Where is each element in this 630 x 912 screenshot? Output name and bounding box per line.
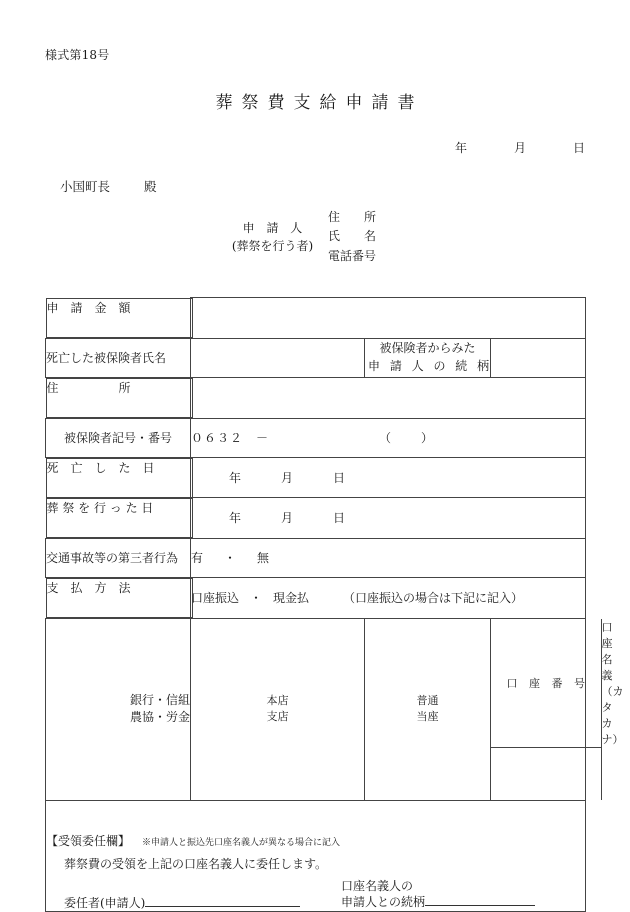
death-date-day-label: 日 [333,470,346,485]
bank-kind-line2: 農協・労金 [129,710,190,724]
account-detail-cell [491,618,624,800]
address-value[interactable] [191,377,586,418]
account-holder-relation-label: 申請人との続柄 [341,894,426,909]
bank-kind-line1: 銀行・信組 [129,692,190,707]
date-day-label: 日 [572,141,585,155]
address-label: 住 所 [46,378,193,418]
form-number: 様式第18号 [45,48,110,62]
table-row-deceased [46,338,586,377]
delegation-note: ※申請人と振込先口座名義人が異なる場合に記入 [142,837,341,848]
death-date-month-label: 月 [281,470,294,485]
relationship-value[interactable] [491,338,586,377]
applicant-role-main: 申 請 人 [242,221,307,236]
amount-value[interactable] [191,298,586,339]
deceased-name-label: 死亡した被保険者氏名 [46,338,191,377]
bank-branch-label [191,618,365,800]
account-value-row [491,747,601,800]
bank-branch-line1: 本店 [266,694,289,708]
relationship-label [365,338,491,377]
delegator-field [64,894,300,911]
death-date-value[interactable] [191,457,586,498]
third-party-separator: ・ [224,551,237,565]
delegator-label: 委任者(申請人) [64,895,146,910]
account-number-value[interactable] [491,747,601,800]
third-party-label: 交通事故等の第三者行為 [46,538,191,577]
death-date-year-label: 年 [229,470,242,485]
deceased-name-value[interactable] [191,338,365,377]
table-row-payment-method [46,577,586,618]
delegation-statement: 葬祭費の受領を上記の口座名義人に委任します。 [64,856,328,871]
application-table [45,297,624,912]
insured-number-paren: （ ） [379,431,436,445]
applicant-block [225,208,376,266]
account-number-header: 口 座 番 号 [491,619,601,748]
delegation-heading-row [46,832,585,849]
account-holder-relation-rule[interactable] [425,905,535,906]
insured-number-prefix: ０６３２ － [191,431,270,445]
table-row-amount [46,298,586,339]
third-party-no-option[interactable]: 無 [257,551,270,565]
payment-transfer-option[interactable]: 口座振込 [191,591,240,605]
document-date-line [455,139,585,156]
applicant-address-label: 住 所 [328,210,377,224]
table-row-death-date [46,457,586,498]
account-holder-line2-row [341,894,535,910]
payment-cash-option[interactable]: 現金払 [273,591,310,605]
third-party-choices [191,538,586,577]
addressee-honorific: 殿 [144,179,157,194]
delegation-heading: 【受領委任欄】 [46,833,131,848]
bank-branch-line2: 支店 [266,710,289,723]
account-type-label [365,618,491,800]
delegation-section [46,800,586,911]
date-year-label: 年 [455,141,468,155]
payment-method-label: 支 払 方 法 [46,578,193,618]
account-holder-line1: 口座名義人の [341,878,414,893]
account-holder-relation-field [341,878,535,910]
amount-label: 申 請 金 額 [46,298,193,338]
applicant-role-sub: (葬祭を行う者) [231,239,314,254]
account-header-row: 口 座 番 号 口座名義（カタカナ） [491,619,601,748]
funeral-date-label: 葬 祭 を 行 っ た 日 [46,498,193,538]
addressee [60,177,157,195]
table-row-address [46,377,586,418]
death-date-label: 死 亡 し た 日 [46,458,193,498]
relationship-label-line1: 被保険者からみた [379,341,476,356]
applicant-fields [328,208,376,266]
applicant-name-label: 氏 名 [328,229,377,244]
account-type-line2: 当座 [416,710,439,723]
table-row-funeral-date [46,498,586,539]
funeral-date-value[interactable] [191,498,586,539]
funeral-date-ymd [191,509,385,526]
payment-separator: ・ [250,591,263,605]
table-row-bank-account [46,618,586,800]
applicant-role [225,219,320,255]
funeral-date-day-label: 日 [333,511,346,526]
table-row-third-party [46,538,586,577]
table-row-delegation [46,800,586,911]
table-row-insured-number [46,418,586,457]
account-type-line1: 普通 [416,694,439,708]
payment-note: （口座振込の場合は下記に記入） [343,591,524,605]
death-date-ymd [191,469,385,486]
funeral-date-month-label: 月 [281,511,294,526]
applicant-phone-label: 電話番号 [328,248,377,263]
relationship-label-line2: 申 請 人 の 続 柄 [368,358,493,373]
insured-number-label: 被保険者記号・番号 [46,418,191,457]
date-month-label: 月 [513,141,526,155]
page-title: 葬祭費支給申請書 [215,93,424,113]
addressee-name: 小国町長 [60,179,111,194]
third-party-yes-option[interactable]: 有 [191,551,204,565]
delegator-input-rule[interactable] [145,906,300,907]
bank-kind-label [46,618,191,800]
account-detail-table [491,619,624,800]
funeral-date-year-label: 年 [229,511,242,526]
payment-method-choices [191,577,586,618]
insured-number-value[interactable] [191,418,586,457]
